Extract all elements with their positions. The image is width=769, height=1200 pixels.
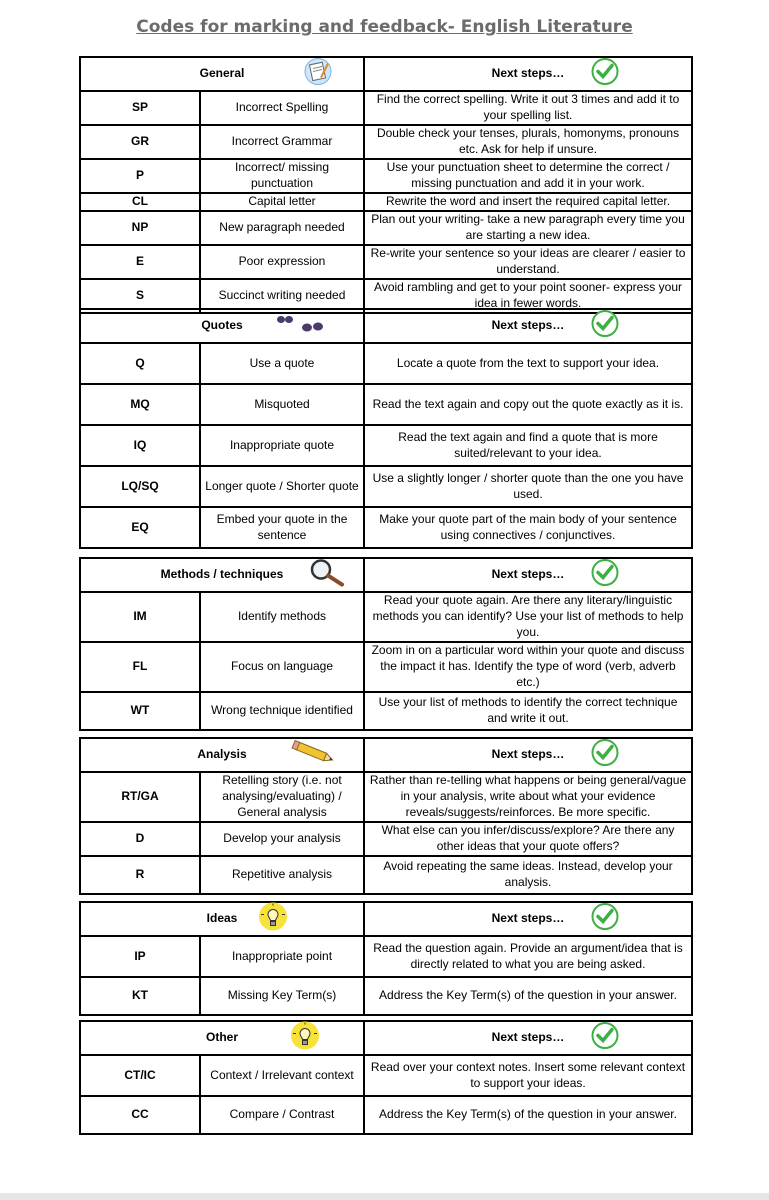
code-cell: RT/GA — [80, 772, 200, 822]
meaning-cell: Succinct writing needed — [200, 279, 364, 313]
next-step-cell: Zoom in on a particular word within your quote and discuss the impact it has. Identify the type of word (verb, adverb etc.) — [364, 642, 692, 692]
next-step-cell: Read the question again. Provide an argument/idea that is directly related to what you are being asked. — [364, 936, 692, 977]
check-icon — [591, 310, 619, 343]
meaning-cell: Missing Key Term(s) — [200, 977, 364, 1015]
table-row — [80, 466, 692, 507]
next-step-cell: Plan out your writing- take a new paragraph every time you are starting a new idea. — [364, 211, 692, 245]
code-cell: E — [80, 245, 200, 279]
next-step-cell: Avoid rambling and get to your point sooner- express your idea in fewer words. — [364, 279, 692, 313]
methods-table — [79, 557, 693, 731]
meaning-cell: Repetitive analysis — [200, 856, 364, 894]
code-cell: FL — [80, 642, 200, 692]
pencil-icon — [290, 740, 338, 771]
table-row — [80, 125, 692, 159]
check-icon — [591, 1022, 619, 1055]
code-cell: GR — [80, 125, 200, 159]
table-row — [80, 977, 692, 1015]
quote-marks-icon — [275, 312, 325, 341]
check-icon — [591, 559, 619, 592]
meaning-cell: Inappropriate quote — [200, 425, 364, 466]
table-row — [80, 592, 692, 642]
code-cell: LQ/SQ — [80, 466, 200, 507]
code-cell: CL — [80, 193, 200, 211]
general-table — [79, 56, 693, 314]
next-step-cell: Use your punctuation sheet to determine the correct / missing punctuation and add it in your work. — [364, 159, 692, 193]
section-heading: Other — [80, 1021, 364, 1055]
table-row — [80, 91, 692, 125]
next-step-cell: Double check your tenses, plurals, homonyms, pronouns etc. Ask for help if unsure. — [364, 125, 692, 159]
next-steps-heading: Next steps… — [364, 558, 692, 592]
meaning-cell: Poor expression — [200, 245, 364, 279]
meaning-cell: Incorrect Spelling — [200, 91, 364, 125]
table-row — [80, 211, 692, 245]
next-step-cell: Find the correct spelling. Write it out 3 times and add it to your spelling list. — [364, 91, 692, 125]
next-step-cell: Locate a quote from the text to support your idea. — [364, 343, 692, 384]
meaning-cell: Incorrect/ missing punctuation — [200, 159, 364, 193]
meaning-cell: Incorrect Grammar — [200, 125, 364, 159]
table-row — [80, 1055, 692, 1096]
next-steps-heading: Next steps… — [364, 309, 692, 343]
code-cell: IP — [80, 936, 200, 977]
code-cell: WT — [80, 692, 200, 730]
next-steps-heading: Next steps… — [364, 1021, 692, 1055]
next-step-cell: What else can you infer/discuss/explore? Are there any other ideas that your quote offers? — [364, 822, 692, 856]
quotes-table — [79, 308, 693, 549]
table-row — [80, 936, 692, 977]
lightbulb-icon — [289, 1021, 321, 1056]
next-step-cell: Use your list of methods to identify the correct technique and write it out. — [364, 692, 692, 730]
next-step-cell: Read over your context notes. Insert some relevant context to support your ideas. — [364, 1055, 692, 1096]
next-step-cell: Address the Key Term(s) of the question in your answer. — [364, 1096, 692, 1134]
next-step-cell: Make your quote part of the main body of your sentence using connectives / conjunctives. — [364, 507, 692, 548]
meaning-cell: Identify methods — [200, 592, 364, 642]
meaning-cell: Develop your analysis — [200, 822, 364, 856]
section-heading: Ideas — [80, 902, 364, 936]
check-icon — [591, 58, 619, 91]
table-row — [80, 343, 692, 384]
next-step-cell: Read your quote again. Are there any literary/linguistic methods you can identify? Use your list of methods to help you. — [364, 592, 692, 642]
section-heading: Quotes — [80, 309, 364, 343]
code-cell: IM — [80, 592, 200, 642]
next-step-cell: Read the text again and copy out the quote exactly as it is. — [364, 384, 692, 425]
next-step-cell: Address the Key Term(s) of the question in your answer. — [364, 977, 692, 1015]
section-heading: Analysis — [80, 738, 364, 772]
code-cell: D — [80, 822, 200, 856]
table-row — [80, 642, 692, 692]
meaning-cell: Wrong technique identified — [200, 692, 364, 730]
next-steps-heading: Next steps… — [364, 738, 692, 772]
page-title: Codes for marking and feedback- English Literature — [136, 17, 633, 37]
code-cell: KT — [80, 977, 200, 1015]
table-row — [80, 507, 692, 548]
next-step-cell: Avoid repeating the same ideas. Instead, develop your analysis. — [364, 856, 692, 894]
other-table — [79, 1020, 693, 1135]
meaning-cell: Context / Irrelevant context — [200, 1055, 364, 1096]
check-icon — [591, 903, 619, 936]
table-row — [80, 856, 692, 894]
table-row — [80, 772, 692, 822]
code-cell: NP — [80, 211, 200, 245]
table-row — [80, 1096, 692, 1134]
next-step-cell: Rewrite the word and insert the required capital letter. — [364, 193, 692, 211]
check-icon — [591, 739, 619, 772]
analysis-table — [79, 737, 693, 895]
page-bottom-edge — [0, 1193, 769, 1200]
table-row — [80, 384, 692, 425]
meaning-cell: Misquoted — [200, 384, 364, 425]
meaning-cell: Capital letter — [200, 193, 364, 211]
next-step-cell: Read the text again and find a quote that is more suited/relevant to your idea. — [364, 425, 692, 466]
section-heading: General — [80, 57, 364, 91]
code-cell: CT/IC — [80, 1055, 200, 1096]
table-row — [80, 245, 692, 279]
meaning-cell: New paragraph needed — [200, 211, 364, 245]
meaning-cell: Longer quote / Shorter quote — [200, 466, 364, 507]
next-step-cell: Rather than re-telling what happens or being general/vague in your analysis, write about what your evidence reveals/suggests/reinforces. Be more specific. — [364, 772, 692, 822]
meaning-cell: Embed your quote in the sentence — [200, 507, 364, 548]
code-cell: SP — [80, 91, 200, 125]
code-cell: CC — [80, 1096, 200, 1134]
next-step-cell: Use a slightly longer / shorter quote than the one you have used. — [364, 466, 692, 507]
code-cell: MQ — [80, 384, 200, 425]
code-cell: EQ — [80, 507, 200, 548]
next-steps-heading: Next steps… — [364, 902, 692, 936]
meaning-cell: Compare / Contrast — [200, 1096, 364, 1134]
meaning-cell: Retelling story (i.e. not analysing/evaluating) / General analysis — [200, 772, 364, 822]
notepad-icon — [303, 58, 333, 91]
table-row — [80, 193, 692, 211]
lightbulb-icon — [257, 902, 289, 937]
next-steps-heading: Next steps… — [364, 57, 692, 91]
next-step-cell: Re-write your sentence so your ideas are clearer / easier to understand. — [364, 245, 692, 279]
table-row — [80, 425, 692, 466]
meaning-cell: Focus on language — [200, 642, 364, 692]
code-cell: IQ — [80, 425, 200, 466]
table-row — [80, 159, 692, 193]
magnifying-glass-icon — [307, 558, 347, 593]
code-cell: R — [80, 856, 200, 894]
table-row — [80, 692, 692, 730]
meaning-cell: Inappropriate point — [200, 936, 364, 977]
code-cell: Q — [80, 343, 200, 384]
code-cell: P — [80, 159, 200, 193]
code-cell: S — [80, 279, 200, 313]
table-row — [80, 822, 692, 856]
meaning-cell: Use a quote — [200, 343, 364, 384]
section-heading: Methods / techniques — [80, 558, 364, 592]
ideas-table — [79, 901, 693, 1016]
